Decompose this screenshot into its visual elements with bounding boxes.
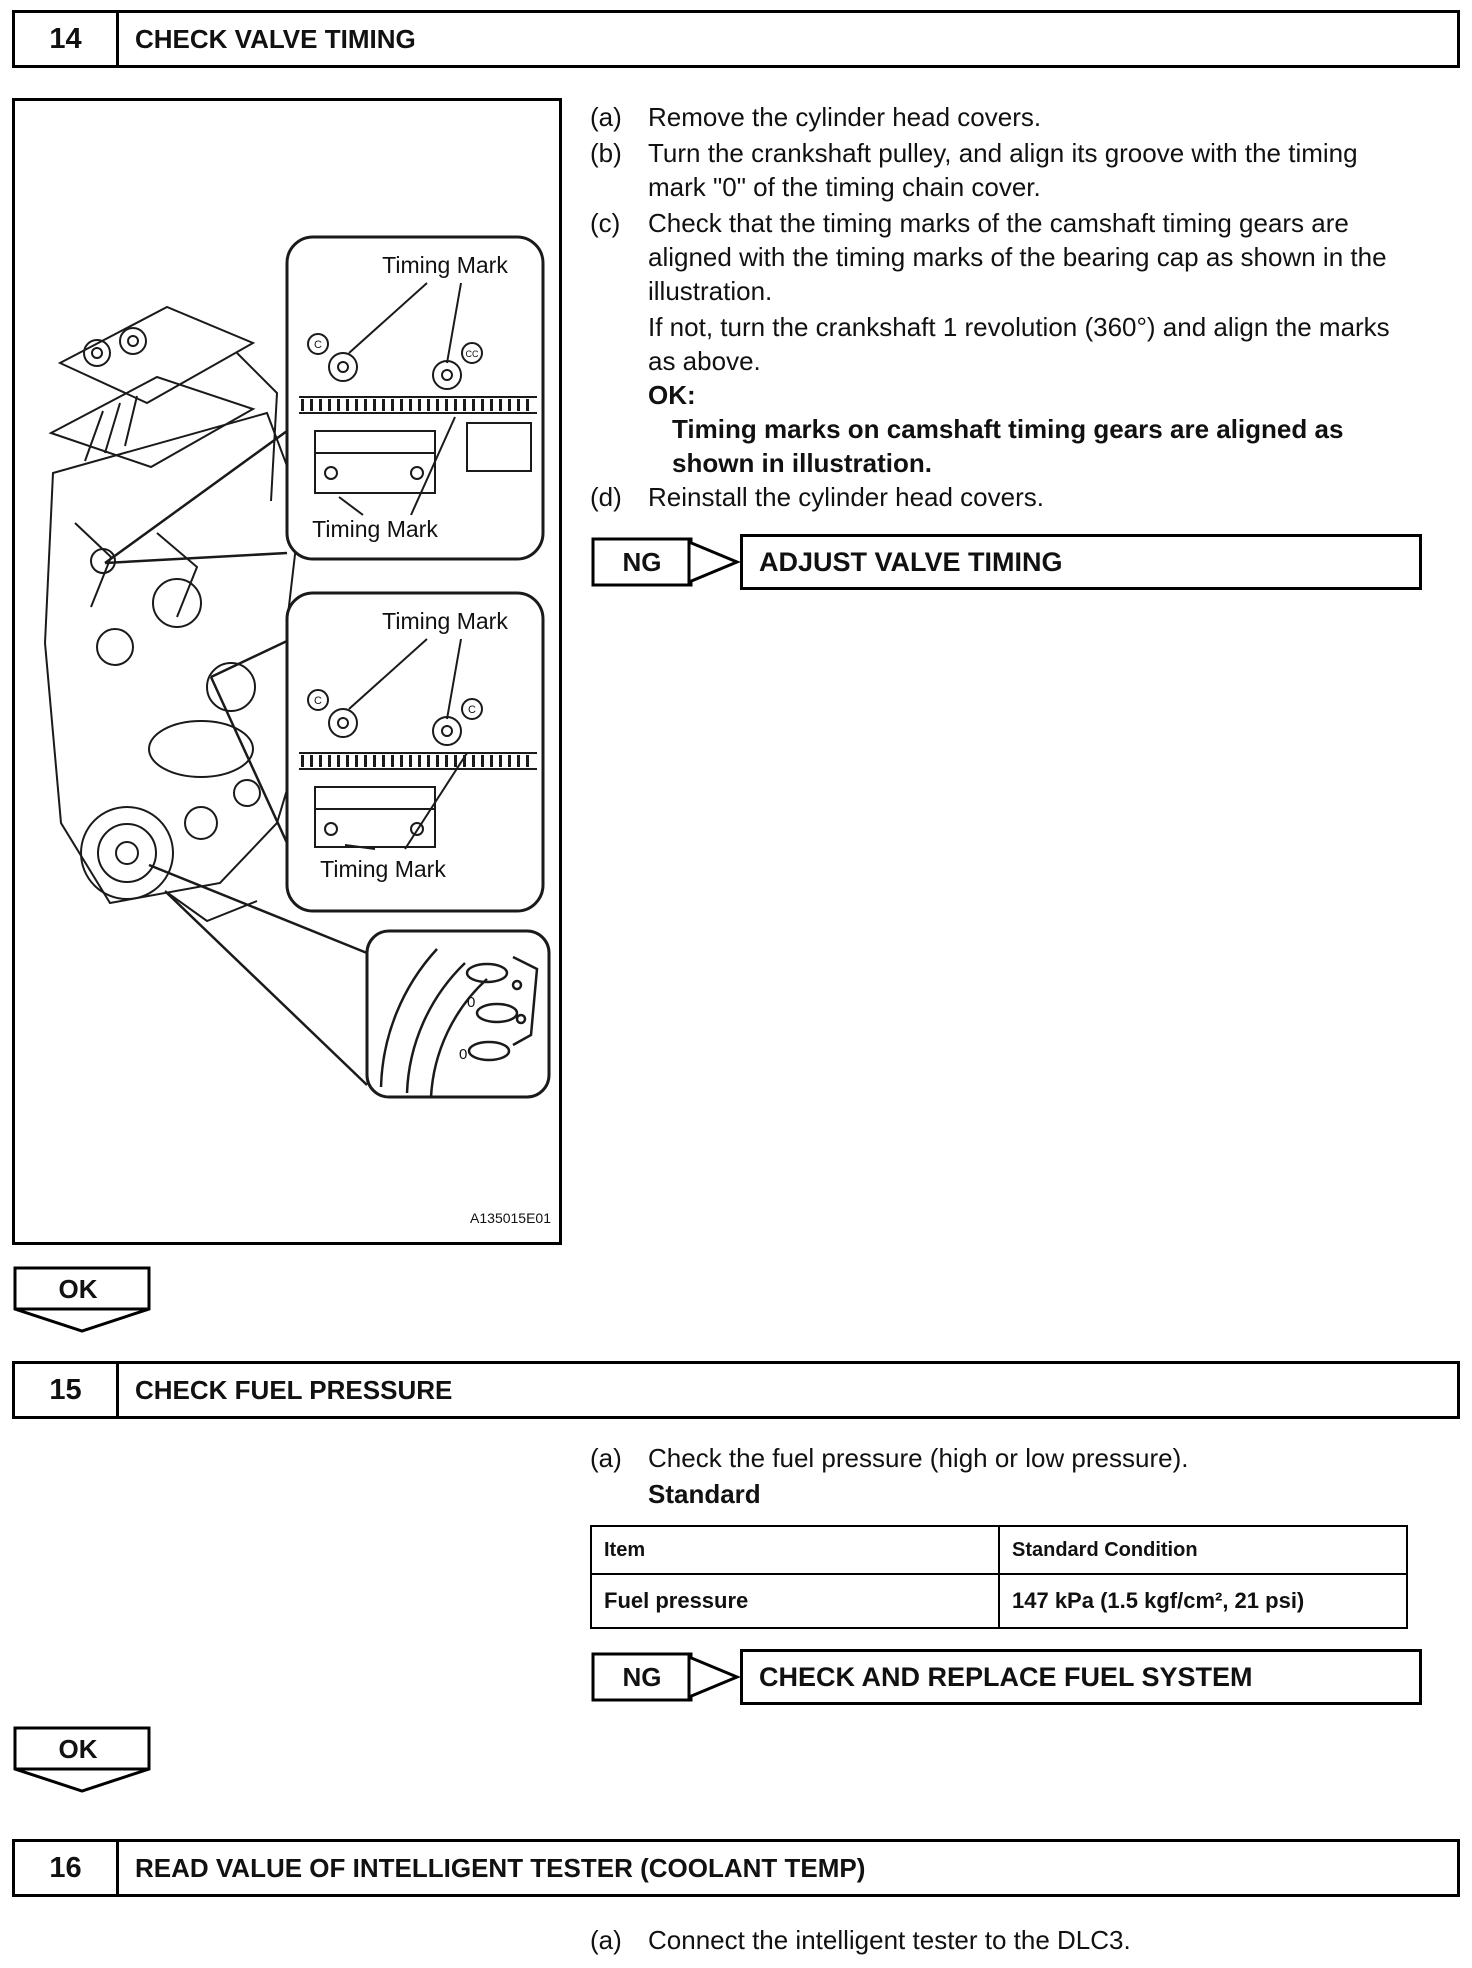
timing-mark-label: Timing Mark — [320, 856, 446, 882]
table-cell-item: Fuel pressure — [591, 1574, 999, 1628]
instruction-text: Remove the cylinder head covers. — [648, 102, 1042, 132]
timing-mark-label: Timing Mark — [382, 252, 508, 278]
table-cell-value: 147 kPa (1.5 kgf/cm², 21 psi) — [999, 1574, 1407, 1628]
instruction-text: Turn the crankshaft pulley, and align its groove with the timing mark "0" of the timing chain cover. — [648, 138, 1358, 202]
ng-label: NG — [622, 547, 662, 577]
step15-ng-branch — [590, 1649, 1422, 1705]
step15-header — [12, 1361, 1460, 1419]
standard-label: Standard — [648, 1479, 761, 1509]
ok-condition-text: Timing marks on camshaft timing gears are aligned as shown in illustration. — [672, 414, 1344, 478]
ok-condition-label: OK: — [648, 380, 696, 410]
instruction-label: (a) — [590, 1925, 622, 1955]
ok-connector-label: OK — [58, 1734, 98, 1764]
step15-number: 15 — [15, 1364, 119, 1416]
ng-action-box: ADJUST VALVE TIMING — [740, 534, 1422, 590]
gear-stamp: CC — [465, 349, 479, 359]
engine-line-art — [45, 307, 313, 921]
step14-ng-branch — [590, 534, 1422, 590]
instruction-item — [590, 480, 1422, 514]
step15-body — [590, 1441, 1422, 1705]
figure-code: A135015E01 — [470, 1210, 551, 1226]
instruction-label: (b) — [590, 138, 622, 168]
ok-connector — [12, 1265, 152, 1335]
instruction-label: (a) — [590, 1443, 622, 1473]
instruction-item — [590, 136, 1422, 204]
instruction-item — [590, 1441, 1422, 1475]
instruction-item — [590, 1923, 1422, 1957]
callout-frames — [287, 237, 549, 1097]
ok-connector — [12, 1725, 152, 1795]
gear-stamp: C — [314, 339, 322, 351]
step14-content — [12, 98, 1460, 1245]
step16-title: READ VALUE OF INTELLIGENT TESTER (COOLANT TEMP) — [135, 1852, 866, 1883]
ng-arrow-icon — [689, 542, 737, 582]
step16-body — [590, 1923, 1422, 1957]
manual-page — [0, 10, 1472, 1968]
instruction-label: (a) — [590, 102, 622, 132]
step14-number: 14 — [15, 13, 119, 65]
table-row — [591, 1574, 1407, 1628]
step14-instructions — [590, 98, 1422, 1245]
ok-connector-label: OK — [58, 1274, 98, 1304]
instruction-label: (d) — [590, 482, 622, 512]
fuel-pressure-spec-table — [590, 1525, 1408, 1629]
instruction-text: Connect the intelligent tester to the DLC3. — [648, 1925, 1131, 1955]
pulley-mark: 0 — [467, 994, 476, 1011]
instruction-text: Reinstall the cylinder head covers. — [648, 482, 1044, 512]
ng-label: NG — [622, 1662, 662, 1692]
table-header-item: Item — [591, 1526, 999, 1574]
step16-number: 16 — [15, 1842, 119, 1894]
ng-flag — [590, 534, 740, 590]
valve-timing-figure — [12, 98, 562, 1245]
instruction-item — [590, 100, 1422, 134]
instruction-text: Check that the timing marks of the camshaft timing gears are aligned with the timing marks of the bearing cap as shown in the illustration. — [648, 208, 1387, 306]
instruction-label: (c) — [590, 208, 621, 238]
ng-arrow-icon — [689, 1657, 737, 1697]
step14-header — [12, 10, 1460, 68]
ng-flag — [590, 1649, 740, 1705]
step15-title: CHECK FUEL PRESSURE — [135, 1374, 453, 1405]
timing-mark-label: Timing Mark — [382, 608, 508, 634]
step14-title: CHECK VALVE TIMING — [135, 23, 416, 54]
pulley-mark: 0 — [459, 1046, 468, 1063]
instruction-text: Check the fuel pressure (high or low pressure). — [648, 1443, 1189, 1473]
step16-header — [12, 1839, 1460, 1897]
engine-illustration — [15, 101, 559, 1242]
gear-stamp: C — [314, 695, 322, 707]
instruction-note: If not, turn the crankshaft 1 revolution (360°) and align the marks as above. — [648, 312, 1390, 376]
ng-action-box: CHECK AND REPLACE FUEL SYSTEM — [740, 1649, 1422, 1705]
instruction-item — [590, 206, 1422, 308]
gear-stamp: C — [468, 704, 476, 716]
table-header-condition: Standard Condition — [999, 1526, 1407, 1574]
timing-mark-label: Timing Mark — [312, 516, 438, 542]
